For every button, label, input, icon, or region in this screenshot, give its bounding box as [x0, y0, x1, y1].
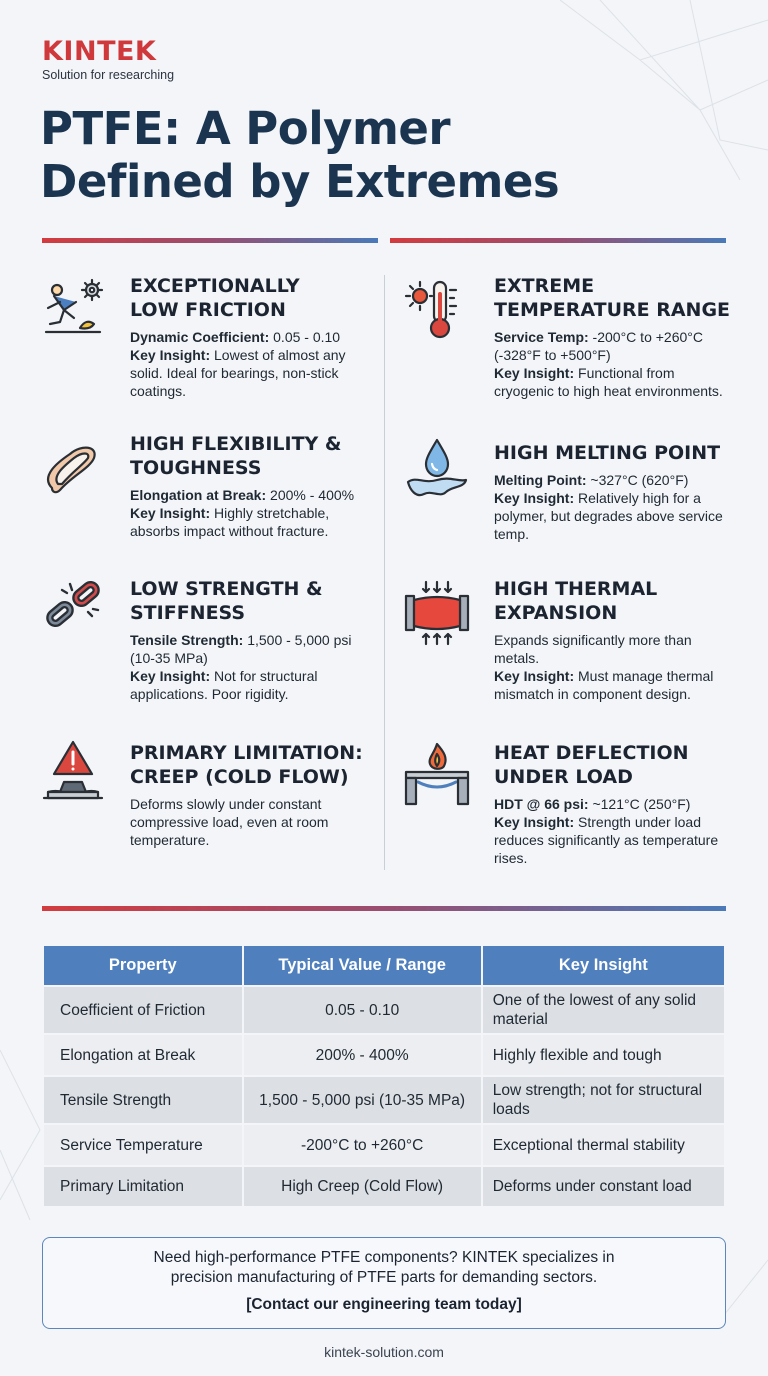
table-row [43, 1076, 725, 1124]
table-cell: 200% - 400% [243, 1034, 482, 1076]
table-row [43, 1166, 725, 1207]
feature-value: Not for structural applications. Poor rigidity. [130, 668, 318, 702]
feature-value: Lowest of almost any solid. Ideal for bearings, non-stick coatings. [130, 347, 346, 399]
cta-box [42, 1237, 726, 1329]
brand-name: KINTEK [42, 36, 157, 67]
table-cell: Tensile Strength [43, 1076, 243, 1124]
feature-body [494, 328, 726, 400]
feature-title [130, 577, 380, 625]
feature-title-line: PRIMARY LIMITATION: [130, 742, 363, 764]
flame-beam-icon [404, 742, 470, 808]
title-line-2: Defined by Extremes [40, 155, 560, 208]
feature-line [494, 471, 726, 489]
feature-title-line: LOW FRICTION [130, 299, 286, 321]
feature-value: 0.05 - 0.10 [269, 329, 341, 345]
feature-title-line: HIGH MELTING POINT [494, 442, 721, 464]
feature-body [494, 795, 726, 867]
table-row [43, 1034, 725, 1076]
feature-label: Key Insight: [130, 347, 211, 363]
flexible-band-icon [38, 436, 104, 502]
table-row [43, 1124, 725, 1166]
feature-creep [130, 741, 380, 849]
feature-low-friction [130, 274, 380, 400]
feature-line [494, 795, 726, 813]
feature-label: Key Insight: [130, 668, 211, 684]
table-header-cell: Property [43, 945, 243, 986]
column-divider [384, 275, 385, 870]
table-cell: 0.05 - 0.10 [243, 986, 482, 1034]
feature-value: Deforms slowly under constant compressive load, even at room temperature. [130, 796, 329, 848]
thermometer-sun-icon [404, 276, 470, 342]
properties-table [42, 944, 726, 1208]
feature-title-line: EXPANSION [494, 602, 618, 624]
feature-title [130, 741, 380, 789]
feature-title-line: STIFFNESS [130, 602, 246, 624]
table-cell: 1,500 - 5,000 psi (10-35 MPa) [243, 1076, 482, 1124]
table-cell: Service Temperature [43, 1124, 243, 1166]
feature-title [130, 432, 380, 480]
melting-drop-icon [404, 436, 470, 502]
table-header-row [43, 945, 725, 986]
expansion-block-icon [404, 580, 470, 646]
feature-line [494, 328, 726, 364]
feature-value: ~121°C (250°F) [588, 796, 691, 812]
feature-body [130, 486, 380, 540]
table-cell: Highly flexible and tough [482, 1034, 725, 1076]
feature-value: ~327°C (620°F) [586, 472, 689, 488]
feature-line [130, 667, 380, 703]
feature-heat-deflection [494, 741, 744, 867]
feature-title [494, 741, 744, 789]
feature-title-line: HIGH THERMAL [494, 578, 658, 600]
divider-left [42, 238, 378, 243]
brand-logo [42, 38, 174, 82]
feature-label: Melting Point: [494, 472, 587, 488]
feature-body [494, 471, 726, 543]
page-title [40, 102, 559, 208]
table-cell: Elongation at Break [43, 1034, 243, 1076]
feature-value: -200°C to +260°C (-328°F to +500°F) [494, 329, 703, 363]
broken-chain-icon [40, 576, 106, 642]
table-cell: Primary Limitation [43, 1166, 243, 1207]
divider-right [390, 238, 726, 243]
feature-body [130, 328, 380, 400]
table-header-cell: Key Insight [482, 945, 725, 986]
feature-line [130, 486, 380, 504]
feature-label: HDT @ 66 psi: [494, 796, 589, 812]
feature-flexibility [130, 432, 380, 540]
feature-label: Key Insight: [494, 668, 575, 684]
feature-title-line: EXCEPTIONALLY [130, 275, 300, 297]
feature-melting-point [494, 441, 744, 543]
feature-label: Key Insight: [130, 505, 211, 521]
feature-body [130, 795, 380, 849]
feature-thermal-expansion [494, 577, 744, 703]
feature-low-strength [130, 577, 380, 703]
feature-temperature-range [494, 274, 744, 400]
feature-title [494, 441, 744, 465]
feature-line [494, 631, 734, 667]
feature-label: Key Insight: [494, 490, 575, 506]
table-cell: One of the lowest of any solid material [482, 986, 725, 1034]
feature-title-line: CREEP (COLD FLOW) [130, 766, 349, 788]
feature-label: Service Temp: [494, 329, 589, 345]
feature-line [130, 631, 380, 667]
cta-text-line-1: Need high-performance PTFE components? KINTEK specializes in [153, 1249, 615, 1266]
feature-title [494, 274, 744, 322]
feature-title-line: UNDER LOAD [494, 766, 633, 788]
title-line-1: PTFE: A Polymer [40, 102, 451, 155]
feature-label: Key Insight: [494, 814, 575, 830]
feature-title-line: LOW STRENGTH & [130, 578, 323, 600]
feature-title-line: TOUGHNESS [130, 457, 262, 479]
feature-line [130, 328, 380, 346]
table-cell: High Creep (Cold Flow) [243, 1166, 482, 1207]
feature-body [494, 631, 734, 703]
table-cell: Coefficient of Friction [43, 986, 243, 1034]
feature-line [494, 364, 726, 400]
feature-line [494, 667, 734, 703]
feature-value: Highly stretchable, absorbs impact without fracture. [130, 505, 330, 539]
table-header-cell: Typical Value / Range [243, 945, 482, 986]
feature-title-line: HEAT DEFLECTION [494, 742, 689, 764]
feature-value: Must manage thermal mismatch in component design. [494, 668, 714, 702]
table-cell: Exceptional thermal stability [482, 1124, 725, 1166]
table-row [43, 986, 725, 1034]
warning-weight-icon [40, 738, 106, 804]
contact-link[interactable]: [Contact our engineering team today] [246, 1296, 522, 1313]
feature-title [494, 577, 744, 625]
feature-title [130, 274, 380, 322]
feature-title-line: TEMPERATURE RANGE [494, 299, 731, 321]
feature-value: 1,500 - 5,000 psi (10-35 MPa) [130, 632, 352, 666]
feature-line [130, 504, 380, 540]
feature-line [130, 346, 380, 400]
feature-body [130, 631, 380, 703]
brand-tagline: Solution for researching [42, 68, 175, 82]
feature-label: Key Insight: [494, 365, 575, 381]
feature-title-line: EXTREME [494, 275, 595, 297]
feature-label: Tensile Strength: [130, 632, 244, 648]
feature-value: Relatively high for a polymer, but degrades above service temp. [494, 490, 723, 542]
feature-value: Functional from cryogenic to high heat environments. [494, 365, 723, 399]
table-cell: -200°C to +260°C [243, 1124, 482, 1166]
slipping-person-gear-icon [40, 272, 106, 338]
table-cell: Low strength; not for structural loads [482, 1076, 725, 1124]
footer-url[interactable]: kintek-solution.com [324, 1344, 444, 1360]
feature-line [494, 813, 726, 867]
feature-line [130, 795, 380, 849]
feature-value: 200% - 400% [266, 487, 355, 503]
feature-value: Expands significantly more than metals. [494, 632, 692, 666]
cta-text-line-2: precision manufacturing of PTFE parts for demanding sectors. [170, 1269, 598, 1286]
divider-table [42, 906, 726, 911]
feature-value: Strength under load reduces significantly as temperature rises. [494, 814, 719, 866]
feature-title-line: HIGH FLEXIBILITY & [130, 433, 342, 455]
feature-label: Elongation at Break: [130, 487, 267, 503]
feature-line [494, 489, 726, 543]
feature-label: Dynamic Coefficient: [130, 329, 270, 345]
table-cell: Deforms under constant load [482, 1166, 725, 1207]
